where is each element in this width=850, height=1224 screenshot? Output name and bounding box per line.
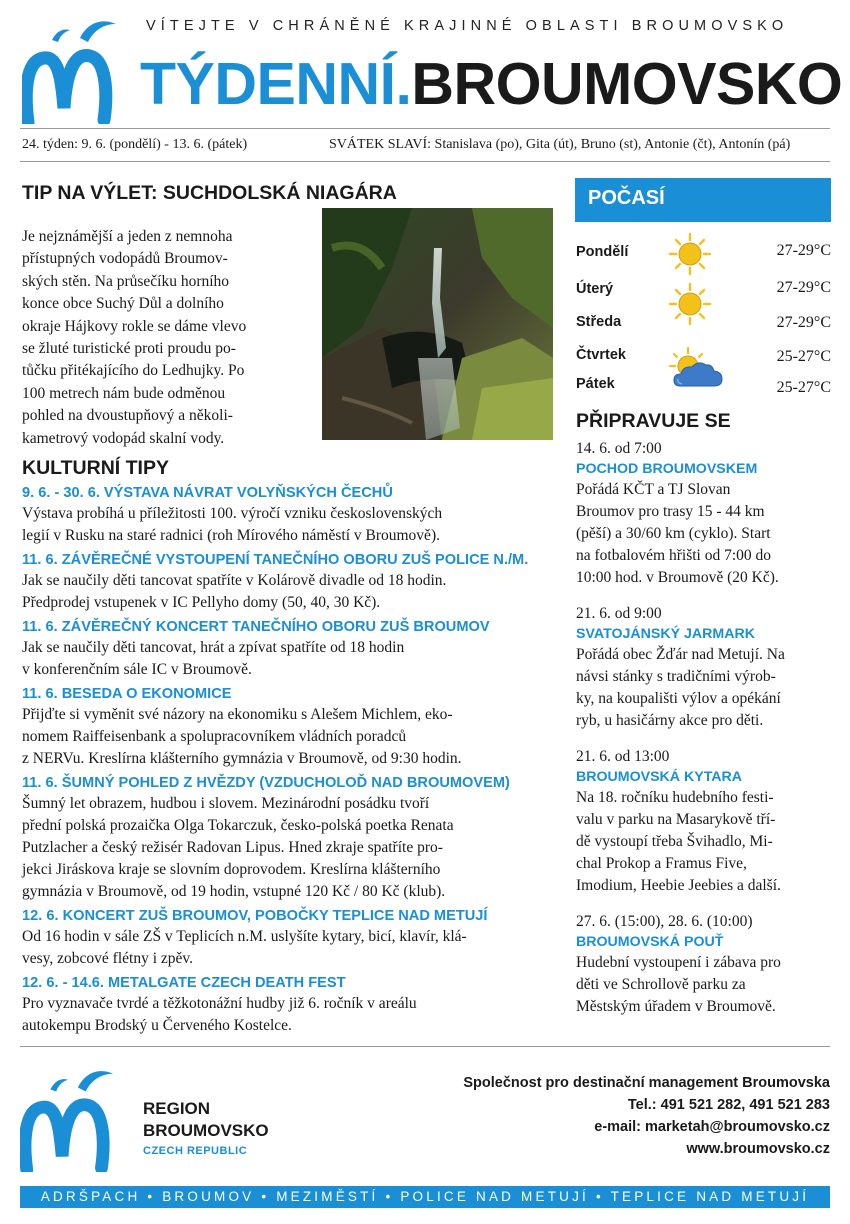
- upcoming-events: [576, 438, 832, 1032]
- culture-event-line: Pro vyznavače tvrdé a těžkotonážní hudby již 6. ročník v areálu: [22, 995, 417, 1012]
- tip-heading: TIP NA VÝLET: SUCHDOLSKÁ NIAGÁRA: [22, 182, 397, 204]
- culture-event-body: [22, 993, 562, 1037]
- upcoming-line: dě vystoupí třeba Švihadlo, Mi-: [576, 833, 773, 850]
- tip-text-line: 100 metrech nám bude odměnou: [22, 384, 226, 402]
- tip-text-line: pohled na dvoustupňový a několi-: [22, 407, 233, 425]
- upcoming-line: děti ve Schrollově parku za: [576, 976, 746, 993]
- culture-event-line: Šumný let obrazem, hudbou i slovem. Mezinárodní posádku tvoří: [22, 795, 430, 812]
- culture-event-line: nomem Raiffeisenbank a spolupracovníkem vládních poradců: [22, 728, 407, 745]
- broumovsko-logo: [22, 12, 122, 124]
- weather-temp: 25-27°C: [776, 379, 831, 396]
- culture-events: [22, 484, 562, 1041]
- region-line2: BROUMOVSKO: [143, 1121, 269, 1140]
- email-link[interactable]: e-mail: marketah@broumovsko.cz: [594, 1119, 830, 1135]
- culture-event: [22, 974, 562, 1037]
- culture-event-title: 11. 6. ZÁVĚREČNÝ KONCERT TANEČNÍHO OBORU ZUŠ BROUMOV: [22, 619, 490, 635]
- culture-event-line: legií v Rusku na staré radnici (roh Mírového náměstí v Broumově).: [22, 527, 440, 544]
- region-name: [143, 1098, 269, 1142]
- phone: Tel.: 491 521 282, 491 521 283: [627, 1097, 830, 1113]
- culture-event-line: Od 16 hodin v sále ZŠ v Teplicích n.M. uslyšíte kytary, bicí, klavír, klá-: [22, 928, 467, 945]
- culture-event-line: v konferenčním sále IC v Broumově.: [22, 661, 252, 678]
- weather-day: Středa: [576, 314, 622, 330]
- waterfall-photo: [322, 208, 553, 440]
- partly-cloudy-icon: [668, 346, 724, 390]
- culture-event-line: z NERVu. Kreslírna klášterního gymnázia v Broumově, od 9:30 hodin.: [22, 750, 462, 767]
- region-country: CZECH REPUBLIC: [143, 1145, 248, 1157]
- upcoming-line: návsi stánky s tradičními výrob-: [576, 668, 776, 685]
- weather-header: [575, 178, 831, 222]
- culture-event-body: [22, 503, 562, 547]
- masthead-title-part2: BROUMOVSKO: [411, 51, 843, 117]
- upcoming-heading: PŘIPRAVUJE SE: [576, 410, 731, 432]
- weather-day: Úterý: [576, 281, 614, 297]
- sun-icon: [668, 232, 712, 276]
- upcoming-body: [576, 644, 832, 732]
- sun-icon: [668, 282, 712, 326]
- upcoming-line: ryb, u hasičárny akce pro děti.: [576, 712, 764, 729]
- masthead-title-part1: TÝDENNÍ.: [140, 51, 412, 117]
- culture-event-line: vesy, zobcové flétny i zpěv.: [22, 950, 194, 967]
- upcoming-title: SVATOJÁNSKÝ JARMARK: [576, 626, 755, 642]
- tip-text-line: konce obce Suchý Důl a dolního: [22, 295, 224, 313]
- culture-event: [22, 618, 562, 681]
- upcoming-date: 21. 6. od 9:00: [576, 605, 662, 622]
- upcoming-line: Hudební vystoupení i zábava pro: [576, 954, 781, 971]
- culture-event-title: 11. 6. ZÁVĚREČNÉ VYSTOUPENÍ TANEČNÍHO OBORU ZUŠ POLICE N./M.: [22, 552, 529, 568]
- culture-event-title: 12. 6. KONCERT ZUŠ BROUMOV, POBOČKY TEPLICE NAD METUJÍ: [22, 908, 488, 924]
- upcoming-line: (pěší) a 30/60 km (cyklo). Start: [576, 525, 771, 542]
- culture-event-line: Přijďte si vyměnit své názory na ekonomiku s Alešem Michlem, eko-: [22, 706, 453, 723]
- weather-heading: POČASÍ: [588, 187, 665, 209]
- tip-text-line: tůčku přitékajícího do Ledhujky. Po: [22, 362, 245, 380]
- masthead-title: [140, 44, 842, 124]
- upcoming-line: ky, na koupališti výlov a opékání: [576, 690, 781, 707]
- tip-text-line: přístupných vodopádů Broumov-: [22, 250, 228, 268]
- culture-event: [22, 484, 562, 547]
- upcoming-line: Městským úřadem v Broumově.: [576, 998, 776, 1015]
- upcoming-line: chal Prokop a Framus Five,: [576, 855, 747, 872]
- weather-day: Čtvrtek: [576, 347, 626, 363]
- culture-event-line: Předprodej vstupenek v IC Pellyho domy (50, 40, 30 Kč).: [22, 594, 381, 611]
- tip-text-line: okraje Hájkovy rokle se dáme vlevo: [22, 317, 247, 335]
- towns-bar: ADRŠPACH • BROUMOV • MEZIMĚSTÍ • POLICE NAD METUJÍ • TEPLICE NAD METUJÍ: [20, 1186, 830, 1208]
- region-line1: REGION: [143, 1099, 211, 1118]
- culture-event-body: [22, 793, 562, 903]
- upcoming-date: 27. 6. (15:00), 28. 6. (10:00): [576, 913, 753, 930]
- culture-event-body: [22, 570, 562, 614]
- tip-text: [22, 226, 312, 450]
- culture-event: [22, 907, 562, 970]
- culture-event: [22, 774, 562, 903]
- culture-event-title: 11. 6. BESEDA O EKONOMICE: [22, 686, 232, 702]
- tagline: VÍTEJTE V CHRÁNĚNÉ KRAJINNÉ OBLASTI BROUMOVSKO: [146, 18, 789, 34]
- divider: [20, 1046, 830, 1047]
- website-link[interactable]: www.broumovsko.cz: [686, 1141, 830, 1157]
- divider: [20, 161, 830, 162]
- culture-heading: KULTURNÍ TIPY: [22, 457, 169, 479]
- divider: [20, 128, 830, 129]
- weather-temp: 25-27°C: [776, 348, 831, 365]
- upcoming-date: 14. 6. od 7:00: [576, 440, 662, 457]
- upcoming-body: [576, 952, 832, 1018]
- culture-event-body: [22, 704, 562, 770]
- weather-temp: 27-29°C: [776, 242, 831, 259]
- upcoming-item: [576, 746, 832, 897]
- culture-event-title: 11. 6. ŠUMNÝ POHLED Z HVĚZDY (VZDUCHOLOĎ NAD BROUMOVEM): [22, 775, 510, 791]
- culture-event-line: autokempu Brodský u Červeného Kostelce.: [22, 1017, 292, 1034]
- upcoming-line: Broumov pro trasy 15 - 44 km: [576, 503, 765, 520]
- culture-event-line: přední polská prozaička Olga Tokarczuk, česko-polská poetka Renata: [22, 817, 454, 834]
- upcoming-title: POCHOD BROUMOVSKEM: [576, 461, 758, 477]
- upcoming-line: Imodium, Heebie Jeebies a další.: [576, 877, 781, 894]
- upcoming-body: [576, 479, 832, 589]
- upcoming-line: 10:00 hod. v Broumově (20 Kč).: [576, 569, 779, 586]
- upcoming-line: Na 18. ročníku hudebního festi-: [576, 789, 774, 806]
- upcoming-title: BROUMOVSKÁ POUŤ: [576, 934, 724, 950]
- culture-event: [22, 551, 562, 614]
- upcoming-item: [576, 438, 832, 589]
- upcoming-body: [576, 787, 832, 897]
- culture-event-line: Putzlacher a český režisér Radovan Lipus. Hned zkraje spatříte pro-: [22, 839, 443, 856]
- culture-event-line: Jak se naučily děti tancovat, hrát a zpívat spatříte od 18 hodin: [22, 639, 405, 656]
- upcoming-date: 21. 6. od 13:00: [576, 748, 670, 765]
- culture-event-line: jekci Jiráskova kraje se slovním doprovodem. Kreslírna klášterního: [22, 861, 441, 878]
- upcoming-title: BROUMOVSKÁ KYTARA: [576, 769, 743, 785]
- feast-days: SVÁTEK SLAVÍ: Stanislava (po), Gita (út), Bruno (st), Antonie (čt), Antonín (pá): [329, 137, 791, 152]
- weather-day: Pondělí: [576, 244, 629, 260]
- weather-day: Pátek: [576, 376, 615, 392]
- culture-event-line: gymnázia v Broumově, od 19 hodin, vstupné 120 Kč / 80 Kč (klub).: [22, 883, 446, 900]
- contact-block: [463, 1072, 830, 1160]
- culture-event-body: [22, 926, 562, 970]
- tip-text-line: kametrový vodopád skalní vody.: [22, 429, 225, 447]
- upcoming-item: [576, 603, 832, 732]
- culture-event: [22, 685, 562, 770]
- upcoming-line: Pořádá obec Žďár nad Metují. Na: [576, 646, 785, 663]
- weather-temp: 27-29°C: [776, 314, 831, 331]
- tip-text-line: ských stěn. Na průsečíku horního: [22, 272, 230, 290]
- culture-event-line: Jak se naučily děti tancovat spatříte v Kolárově divadle od 18 hodin.: [22, 572, 447, 589]
- upcoming-line: na fotbalovém hřišti od 7:00 do: [576, 547, 772, 564]
- culture-event-line: Výstava probíhá u příležitosti 100. výročí vzniku československých: [22, 505, 443, 522]
- region-broumovsko-logo: [20, 1062, 120, 1172]
- culture-event-title: 12. 6. - 14.6. METALGATE CZECH DEATH FEST: [22, 975, 346, 991]
- tip-text-line: Je nejznámější a jeden z nemnoha: [22, 228, 233, 245]
- tip-text-line: se žluté turistické proti proudu po-: [22, 340, 236, 358]
- upcoming-line: Pořádá KČT a TJ Slovan: [576, 481, 731, 498]
- company-name: Společnost pro destinační management Broumovska: [463, 1075, 830, 1091]
- week-info: 24. týden: 9. 6. (pondělí) - 13. 6. (pátek): [22, 137, 248, 152]
- culture-event-body: [22, 637, 562, 681]
- weather-temp: 27-29°C: [776, 279, 831, 296]
- upcoming-line: valu v parku na Masarykově tří-: [576, 811, 776, 828]
- culture-event-title: 9. 6. - 30. 6. VÝSTAVA NÁVRAT VOLYŇSKÝCH ČECHŮ: [22, 485, 393, 501]
- upcoming-item: [576, 911, 832, 1018]
